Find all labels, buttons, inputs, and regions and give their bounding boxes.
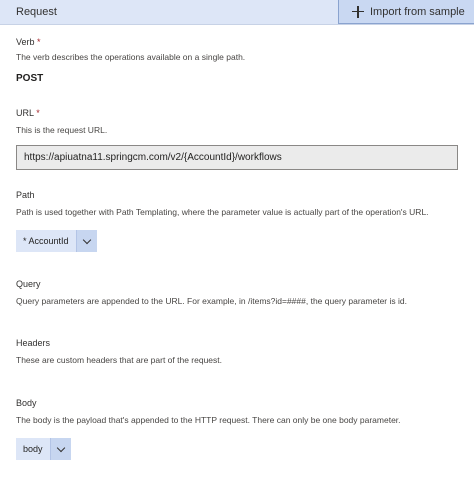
verb-label-text: Verb bbox=[16, 37, 35, 47]
account-id-dropdown-button[interactable] bbox=[76, 230, 97, 252]
body-parameter[interactable] bbox=[16, 438, 71, 460]
body-parameter-label[interactable]: body bbox=[16, 438, 50, 460]
url-input[interactable]: https://apiuatna11.springcm.com/v2/{AccountId}/workflows bbox=[16, 145, 458, 170]
chevron-down-icon bbox=[56, 443, 64, 451]
header-title: Request bbox=[16, 6, 57, 18]
body-dropdown-button[interactable] bbox=[50, 438, 71, 460]
path-description: Path is used together with Path Templating, where the parameter value is actually part of the operation's URL. bbox=[16, 207, 429, 217]
request-header bbox=[0, 0, 474, 25]
chevron-down-icon bbox=[82, 235, 90, 243]
import-from-sample-label: Import from sample bbox=[370, 5, 465, 18]
body-label: Body bbox=[16, 398, 37, 408]
verb-label bbox=[16, 37, 41, 47]
url-label bbox=[16, 108, 40, 118]
account-id-parameter[interactable] bbox=[16, 230, 97, 252]
url-required-marker: * bbox=[36, 108, 40, 118]
verb-value[interactable]: POST bbox=[16, 73, 44, 84]
headers-description: These are custom headers that are part of the request. bbox=[16, 355, 223, 365]
verb-required-marker: * bbox=[37, 37, 41, 47]
headers-label: Headers bbox=[16, 338, 51, 348]
verb-description: The verb describes the operations available on a single path. bbox=[16, 52, 246, 62]
body-description: The body is the payload that's appended to the HTTP request. There can only be one body parameter. bbox=[16, 415, 401, 425]
query-description: Query parameters are appended to the URL. For example, in /items?id=####, the query parameter is id. bbox=[16, 296, 407, 306]
url-description: This is the request URL. bbox=[16, 125, 108, 135]
path-label: Path bbox=[16, 190, 35, 200]
account-id-parameter-label[interactable]: * AccountId bbox=[16, 230, 76, 252]
url-label-text: URL bbox=[16, 108, 34, 118]
import-from-sample-button[interactable] bbox=[338, 0, 474, 24]
query-label: Query bbox=[16, 279, 41, 289]
plus-icon bbox=[352, 6, 364, 18]
